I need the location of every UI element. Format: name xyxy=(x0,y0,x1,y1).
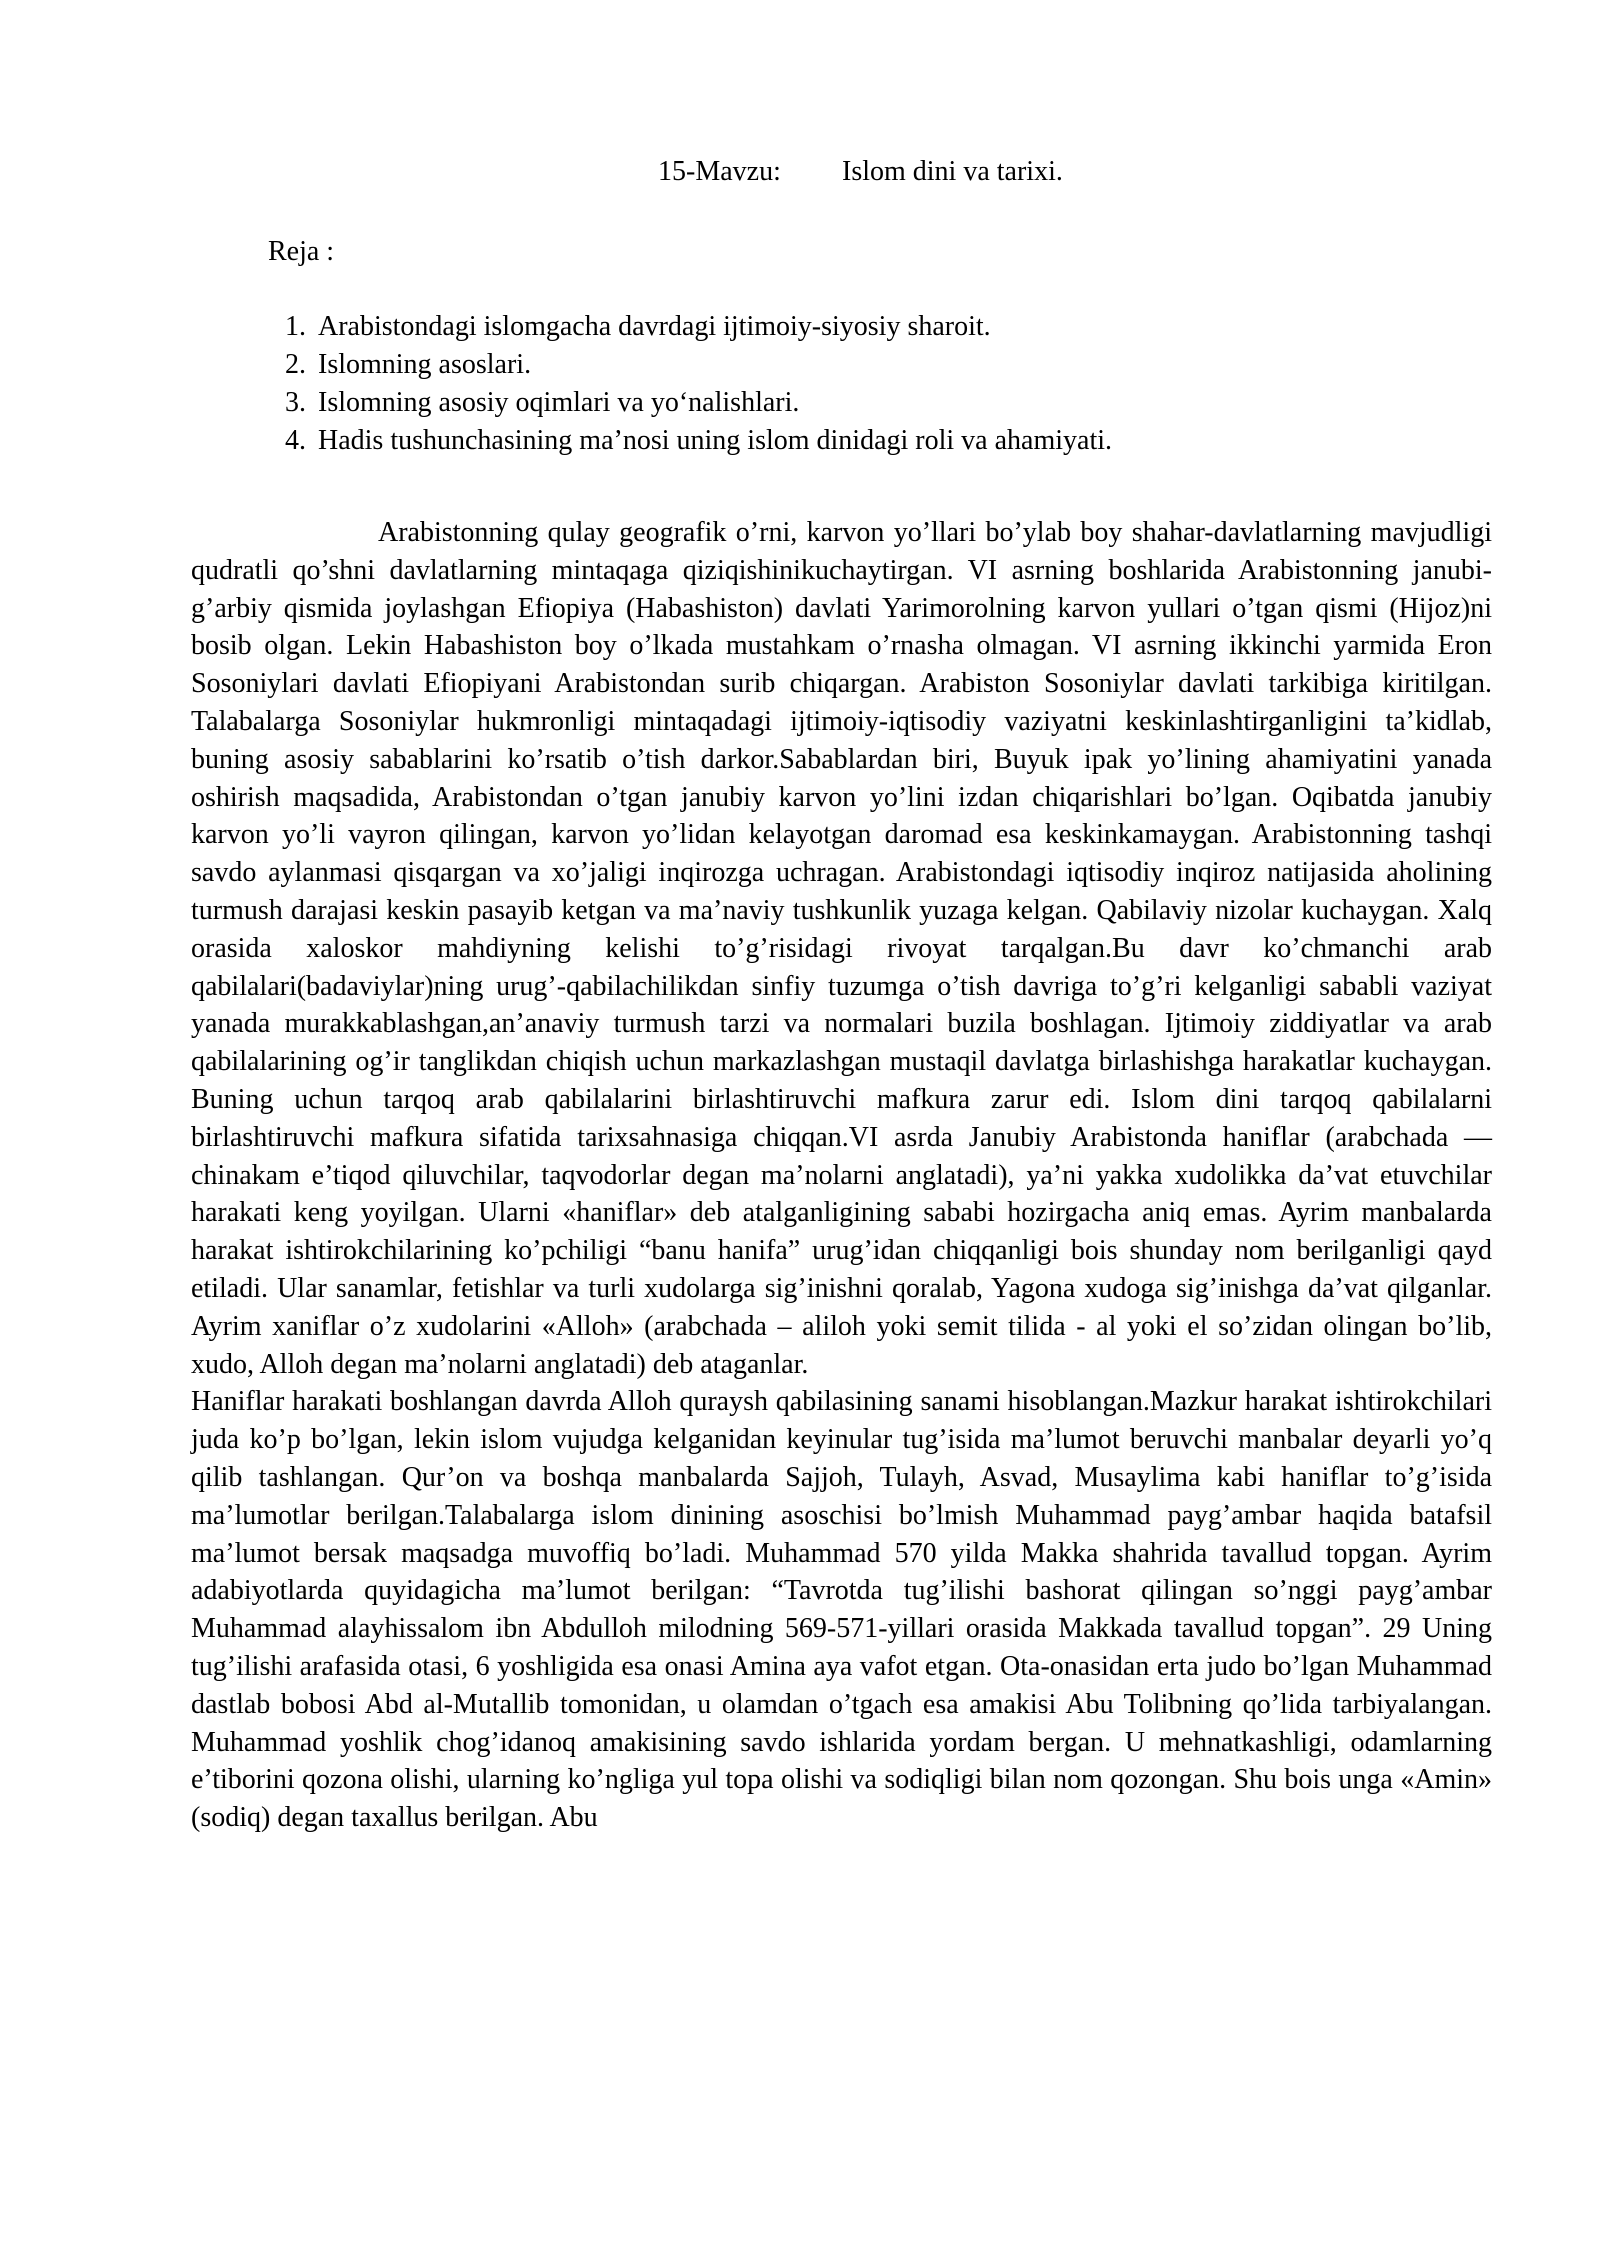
topic-title: Islom dini va tarixi. xyxy=(842,156,1063,187)
plan-list xyxy=(270,308,1112,460)
plan-item-number: 1. xyxy=(285,311,306,342)
body-paragraph: Arabistonning qulay geografik o’rni, karvon yo’llari bo’ylab boy shahar-davlatlarning mavjudligi qudratli qo’shni davlatlarning mintaqaga qiziqishinikuchaytirgan. VI asrning boshlarida Arabistonning janubi-g’arbiy qismida joylashgan Efiopiya (Habashiston) davlati Yarimorolning karvon yullari o’tgan qismi (Hijoz)ni bosib olgan. Lekin Habashiston boy o’lkada mustahkam o’rnasha olmagan. VI asrning ikkinchi yarmida Eron Sosoniylari davlati Efiopiyani Arabistondan surib chiqargan. Arabiston Sosoniylar davlati tarkibiga kiritilgan. Talabalarga Sosoniylar hukmronligi mintaqadagi ijtimoiy-iqtisodiy vaziyatni keskinlashtirganligini ta’kidlab, buning asosiy sabablarini ko’rsatib o’tish darkor.Sabablardan biri, Buyuk ipak yo’lining ahamiyatini yanada oshirish maqsadida, Arabistondan o’tgan janubiy karvon yo’lini izdan chiqarishlari bo’lgan. Oqibatda janubiy karvon yo’li vayron qilingan, karvon yo’lidan kelayotgan daromad esa keskinkamaygan. Arabistonning tashqi savdo aylanmasi qisqargan va xo’jaligi inqirozga uchragan. Arabistondagi iqtisodiy inqiroz natijasida aholining turmush darajasi keskin pasayib ketgan va ma’naviy tushkunlik yuzaga kelgan. Qabilaviy nizolar kuchaygan. Xalq orasida xaloskor mahdiyning kelishi to’g’risidagi rivoyat tarqalgan.Bu davr ko’chmanchi arab qabilalari(badaviylar)ning urug’-qabilachilikdan sinfiy tuzumga o’tish davriga to’g’ri kelganligi sababli vaziyat yanada murakkablashgan,an’anaviy turmush tarzi va normalari buzila boshlagan. Ijtimoiy ziddiyatlar va arab qabilalarining og’ir tanglikdan chiqish uchun markazlashgan mustaqil davlatga birlashishga harakatlar kuchaygan. Buning uchun tarqoq arab qabilalarini birlashtiruvchi mafkura zarur edi. Islom dini tarqoq qabilalarni birlashtiruvchi mafkura sifatida tarixsahnasiga chiqqan.VI asrda Janubiy Arabistonda haniflar (arabchada — chinakam e’tiqod qiluvchilar, taqvodorlar degan ma’nolarni anglatadi), ya’ni yakka xudolikka da’vat etuvchilar harakati keng yoyilgan. Ularni «haniflar» deb atalganligining sababi hozirgacha aniq emas. Ayrim manbalarda harakat ishtirokchilarining ko’pchiligi “banu hanifa” urug’idan chiqqanligi bois shunday nom berilganligi qayd etiladi. Ular sanamlar, fetishlar va turli xudolarga sig’inishni qoralab, Yagona xudoga sig’inishga da’vat qilganlar. Ayrim xaniflar o’z xudolarini «Alloh» (arabchada – aliloh yoki semit tilida - al yoki el so’zidan olingan bo’lib, xudo, Alloh degan ma’nolarni anglatadi) deb ataganlar. xyxy=(191,517,1492,1380)
plan-item-text: Hadis tushunchasining ma’nosi uning islom dinidagi roli va ahamiyati. xyxy=(318,425,1113,456)
plan-item xyxy=(270,422,1112,460)
plan-item xyxy=(270,346,1112,384)
plan-item xyxy=(270,308,1112,346)
plan-label: Reja : xyxy=(268,236,335,267)
plan-item-number: 3. xyxy=(285,387,306,418)
body-paragraph: Haniflar harakati boshlangan davrda Alloh quraysh qabilasining sanami hisoblangan.Mazkur harakat ishtirokchilari juda ko’p bo’lgan, lekin islom vujudga kelganidan keyinular tug’isida ma’lumot beruvchi manbalar deyarli yo’q qilib tashlangan. Qur’on va boshqa manbalarda Sajjoh, Tulayh, Asvad, Musaylima kabi haniflar to’g’isida ma’lumotlar berilgan.Talabalarga islom dinining asoschisi bo’lmish Muhammad payg’ambar haqida batafsil ma’lumot bersak maqsadga muvoffiq bo’ladi. Muhammad 570 yilda Makka shahrida tavallud topgan. Ayrim adabiyotlarda quyidagicha ma’lumot berilgan: “Tavrotda tug’ilishi bashorat qilingan so’nggi payg’ambar Muhammad alayhissalom ibn Abdulloh milodning 569-571-yillari orasida Makkada tavallud topgan”. 29 Uning tug’ilishi arafasida otasi, 6 yoshligida esa onasi Amina aya vafot etgan. Ota-onasidan erta judo bo’lgan Muhammad dastlab bobosi Abd al-Mutallib tomonidan, u olamdan o’tgach esa amakisi Abu Tolibning qo’lida tarbiyalangan. Muhammad yoshlik chog’idanoq amakisining savdo ishlarida yordam bergan. U mehnatkashligi, odamlarning e’tiborini qozona olishi, ularning ko’ngliga yul topa olishi va sodiqligi bilan nom qozongan. Shu bois unga «Amin» (sodiq) degan taxallus berilgan. Abu xyxy=(191,1386,1492,1834)
body-text xyxy=(191,514,1492,1837)
plan-item xyxy=(270,384,1112,422)
plan-item-text: Islomning asoslari. xyxy=(318,349,532,380)
plan-item-text: Islomning asosiy oqimlari va yo‘nalishlari. xyxy=(318,387,800,418)
topic-number: 15-Mavzu: xyxy=(658,156,781,187)
plan-item-number: 4. xyxy=(285,425,306,456)
plan-item-number: 2. xyxy=(285,349,306,380)
plan-item-text: Arabistondagi islomgacha davrdagi ijtimoiy-siyosiy sharoit. xyxy=(318,311,991,342)
